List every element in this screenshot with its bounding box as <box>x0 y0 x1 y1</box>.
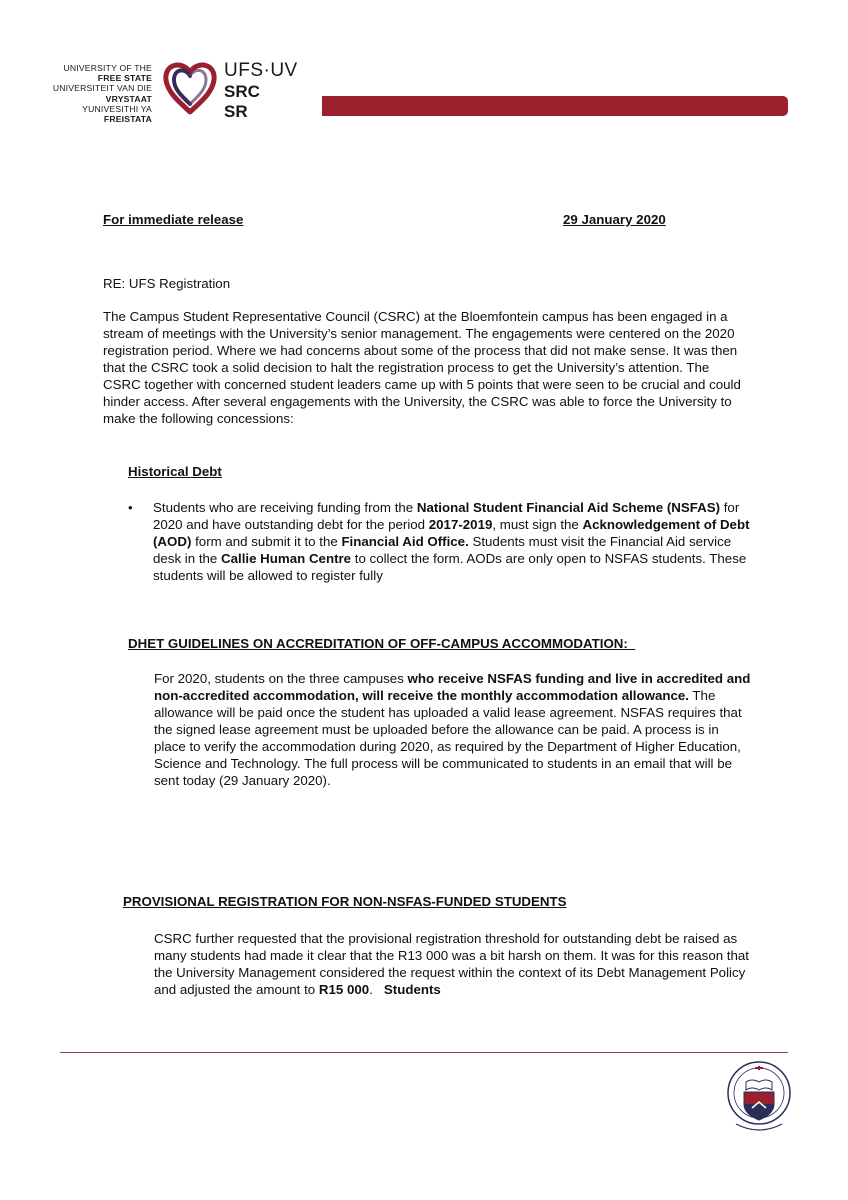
historical-debt-bullet <box>153 499 753 584</box>
university-name-line: YUNIVESITHI YA <box>82 103 152 114</box>
brand-ufs-uv: UFS·UV <box>224 60 298 81</box>
bold-run: 2017-2019 <box>428 517 493 532</box>
header-accent-bar <box>322 96 788 116</box>
university-crest-icon <box>726 1060 792 1142</box>
brand-src: SRC <box>224 82 260 101</box>
subject-line: RE: UFS Registration <box>103 276 231 291</box>
provisional-heading: PROVISIONAL REGISTRATION FOR NON-NSFAS-FUNDED STUDENTS <box>123 894 567 909</box>
dhet-heading: DHET GUIDELINES ON ACCREDITATION OF OFF-CAMPUS ACCOMMODATION: <box>128 636 636 651</box>
dhet-paragraph <box>154 670 754 789</box>
bold-run: who receive NSFAS funding and live in accredited and non-accredited accommodation, will receive the monthly accommodation allowance. <box>154 671 751 703</box>
university-name-line: VRYSTAAT <box>105 93 152 104</box>
intro-paragraph: The Campus Student Representative Council (CSRC) at the Bloemfontein campus has been engaged in a stream of meetings with the University’s senior management. The engagements were centered on the 2020 registration period. Where we had concerns about some of the process that did not make sense. It was then that the CSRC took a solid decision to halt the registration process to get the University’s attention. The CSRC together with concerned student leaders came up with 5 points that were seen to be crucial and could hinder access. After several engagements with the University, the CSRC was able to force the University to make the following concessions: <box>103 309 741 426</box>
university-name-line: FREE STATE <box>97 73 152 84</box>
text-run: CSRC further requested that the provisional registration threshold for outstanding debt be raised as many students had made it clear that the R13 000 was a bit harsh on them. It was for this reason that the University Management considered the request within the context of its Debt Management Policy and adjusted the amount to <box>154 931 749 997</box>
text-run: form and submit it to the <box>191 534 342 549</box>
text-run: for 2020 and have outstanding debt for the period <box>153 500 740 532</box>
bold-run: Financial Aid Office. <box>341 534 469 549</box>
text-run: The allowance will be paid once the student has uploaded a valid lease agreement. NSFAS requires that the signed lease agreement must be uploaded before the allowance can be paid. A process is in place to verify the accommodation during 2020, as required by the Department of Higher Education, Science and Technology. The full process will be communicated to students in an email that will be sent today (29 January 2020). <box>154 688 742 788</box>
text-run: . <box>369 982 384 997</box>
bold-run: Callie Human Centre <box>221 551 352 566</box>
footer-divider <box>60 1052 788 1053</box>
bullet-icon: • <box>128 500 133 515</box>
text-run: , must sign the <box>492 517 583 532</box>
bold-run: R15 000 <box>318 982 370 997</box>
release-label: For immediate release <box>103 212 244 227</box>
brand-sr: SR <box>224 102 248 121</box>
ufs-heart-logo-icon <box>160 58 220 118</box>
bold-run: Acknowledgement of Debt (AOD) <box>153 517 750 549</box>
bold-run: National Student Financial Aid Scheme (NSFAS) <box>416 500 721 515</box>
university-name-line: UNIVERSITEIT VAN DIE <box>52 83 152 94</box>
bold-run: Students <box>383 982 441 997</box>
text-run: For 2020, students on the three campuses <box>154 671 408 686</box>
release-date: 29 January 2020 <box>563 212 666 227</box>
src-brand <box>224 60 298 122</box>
provisional-paragraph <box>154 930 754 998</box>
text-run: Students must visit the Financial Aid service desk in the <box>153 534 732 566</box>
text-run: Students who are receiving funding from the <box>153 500 417 515</box>
university-names <box>40 63 152 124</box>
university-name-line: UNIVERSITY OF THE <box>63 63 152 73</box>
university-name-line: FREISTATA <box>103 114 152 125</box>
historical-debt-heading: Historical Debt <box>128 464 222 479</box>
text-run: to collect the form. AODs are only open to NSFAS students. These students will be allowed to register fully <box>153 551 747 583</box>
